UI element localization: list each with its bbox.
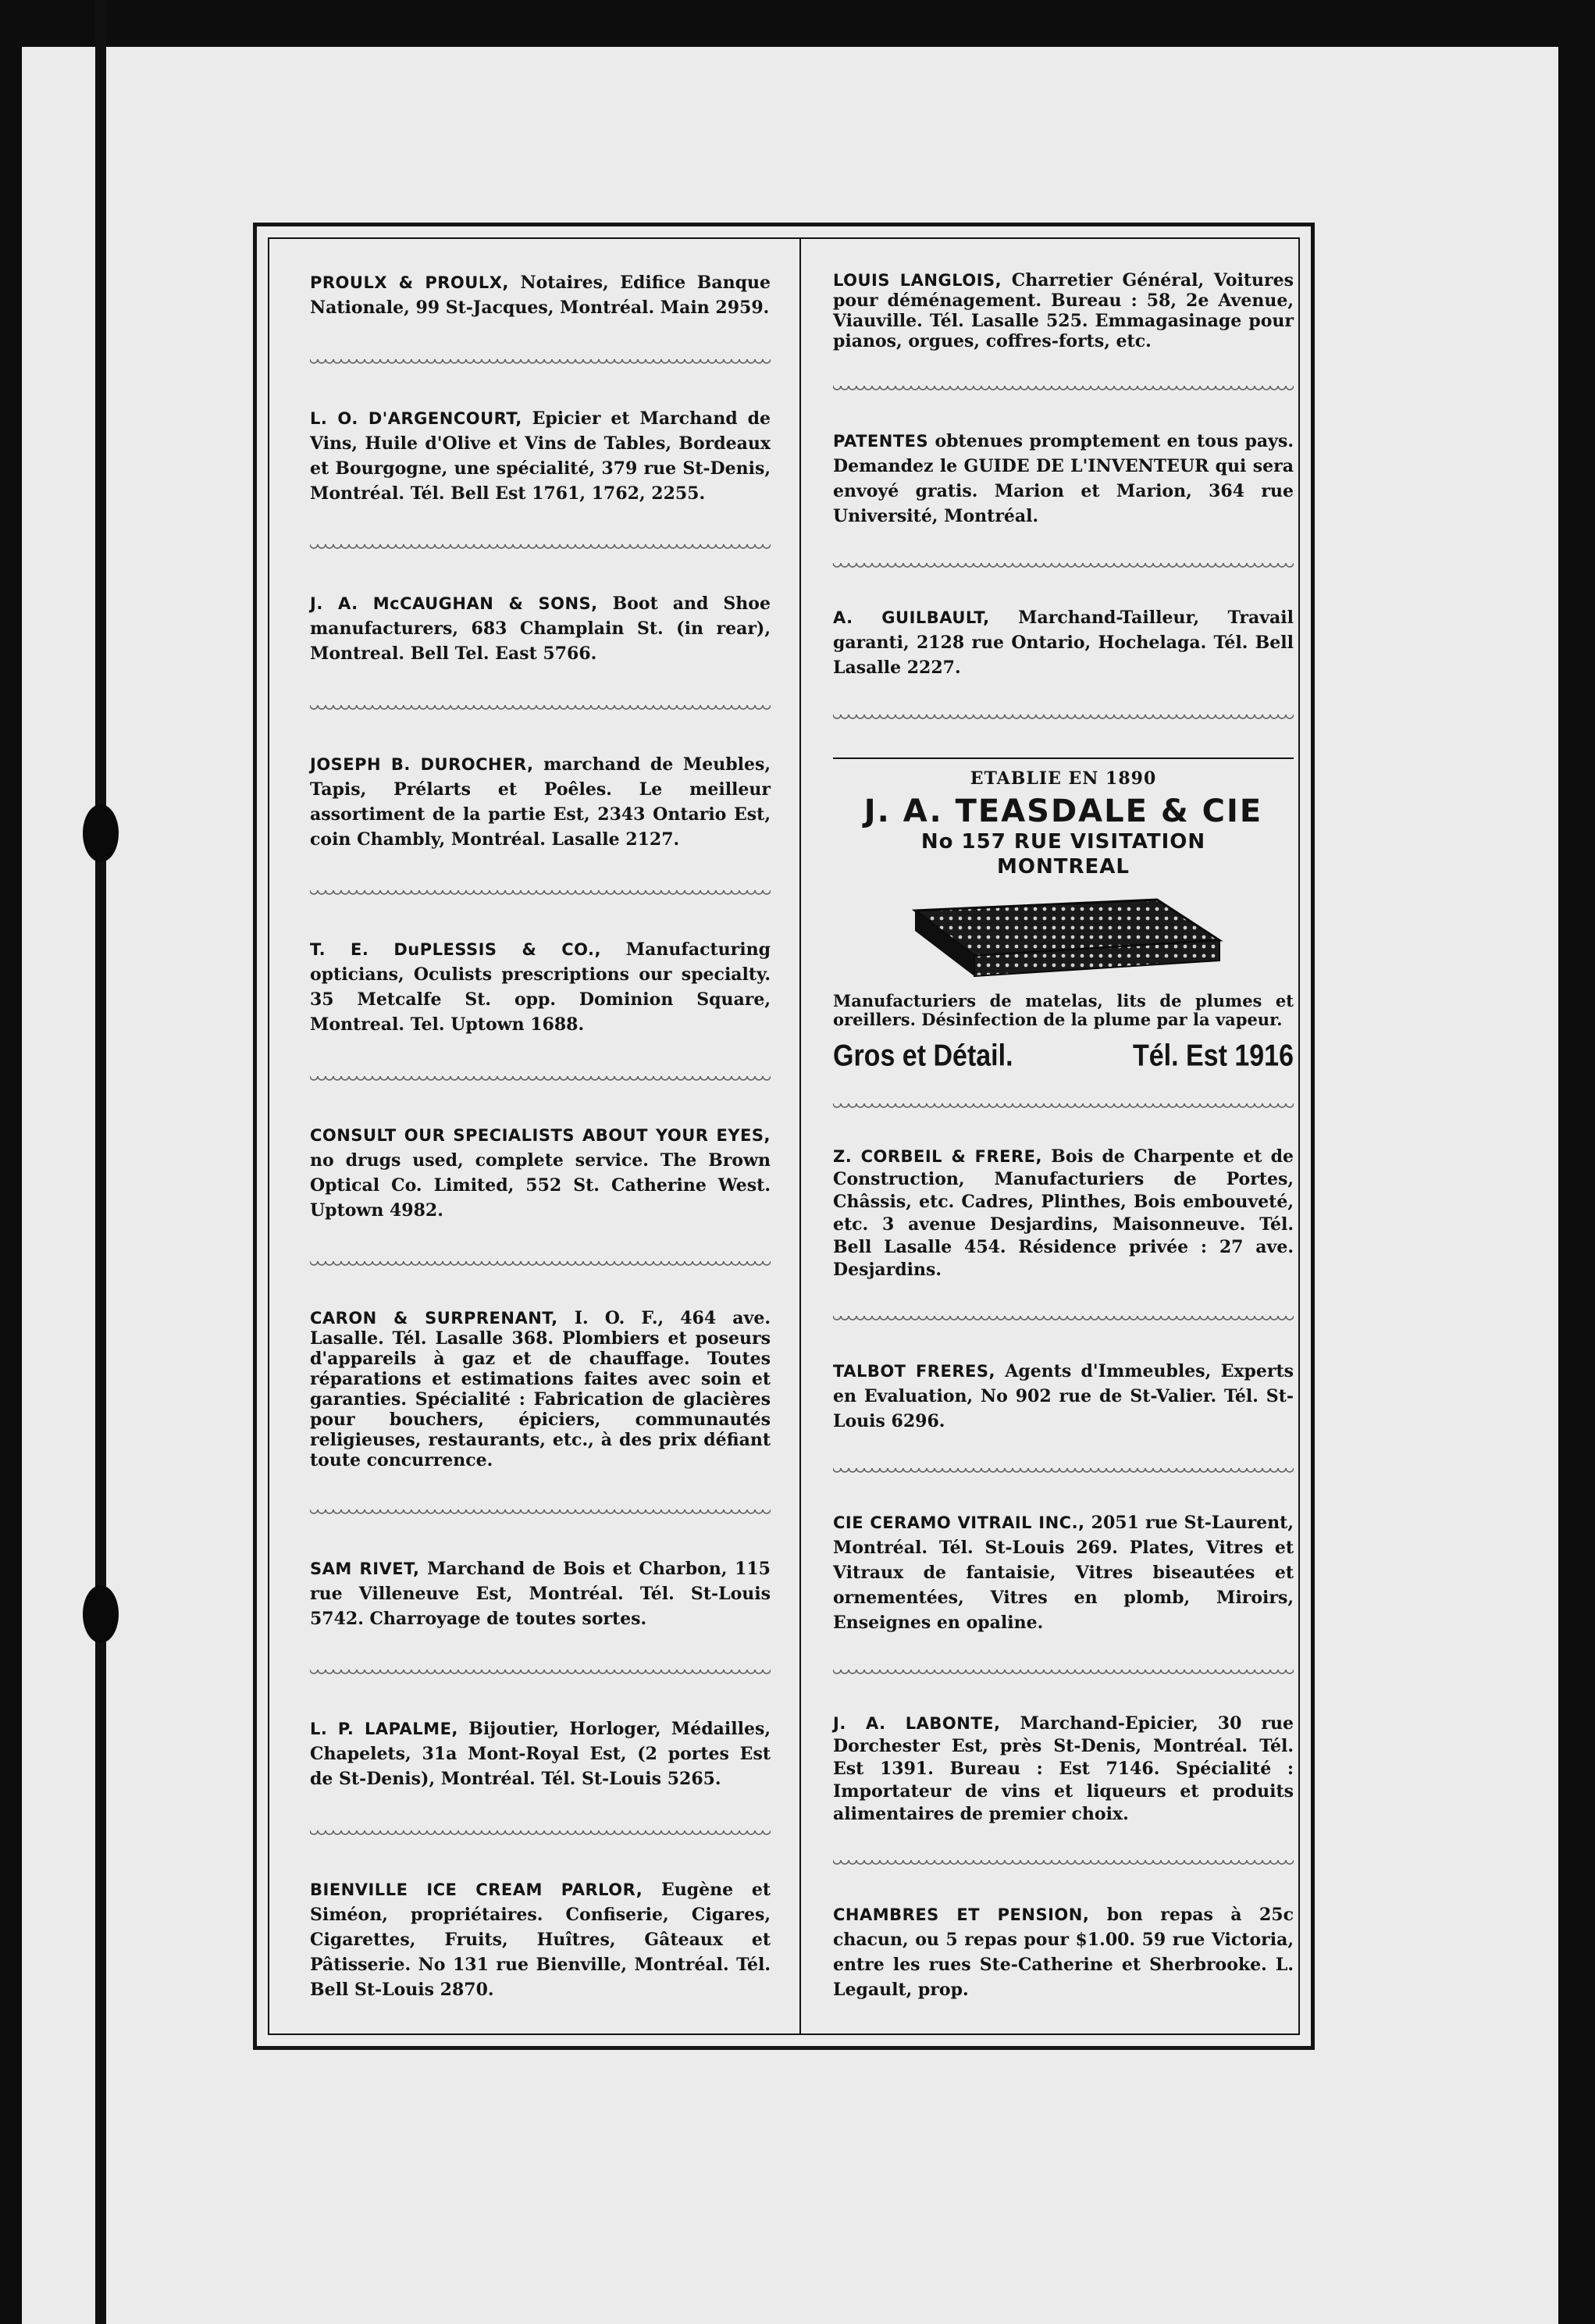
ad-chambres-pension: CHAMBRES ET PENSION, bon repas à 25c chacun, ou 5 repas pour $1.00. 59 rue Victoria, entre les rues Ste-Catherine et Sherbrooke. L. Legault, prop. xyxy=(833,1905,1294,2000)
binding-ring-top xyxy=(83,804,119,862)
wave-divider xyxy=(310,890,771,898)
ad-labonte: J. A. LABONTE, Marchand-Epicier, 30 rue Dorchester Est, près St-Denis, Montréal. Tél. Est 1391. Bureau : Est 7146. Spécialité : Importateur de vins et liqueurs et produits alimentaires de premier choix. xyxy=(833,1713,1294,1824)
wave-divider xyxy=(310,1261,771,1269)
ad-duplessis: T. E. DuPLESSIS & CO., Manufacturing opticians, Oculists prescriptions our specialty. 35 Metcalfe St. opp. Dominion Square, Montreal. Tel. Uptown 1688. xyxy=(310,939,771,1035)
wave-divider xyxy=(833,563,1294,571)
wave-divider xyxy=(833,1468,1294,1476)
wave-divider xyxy=(310,1510,771,1517)
wave-divider xyxy=(833,1670,1294,1677)
ad-brown-optical: CONSULT OUR SPECIALISTS ABOUT YOUR EYES, no drugs used, complete service. The Brown Optical Co. Limited, 552 St. Catherine West. Uptown 4982. xyxy=(310,1125,771,1221)
wave-divider xyxy=(833,386,1294,394)
ad-caron-surprenant: CARON & SURPRENANT, I. O. F., 464 ave. Lasalle. Tél. Lasalle 368. Plombiers et poseurs d'appareils à gaz et de chauffage. Toutes réparations et estimations faites avec soin et garanties. Spécialité : Fabrication de glacières pour bouchers, épiciers, communautés religieuses, restaurants, etc., à des prix défiant toute concurrence. xyxy=(310,1308,771,1471)
ad-durocher: JOSEPH B. DUROCHER, marchand de Meubles, Tapis, Prélarts et Poêles. Le meilleur assortiment de la partie Est, 2343 Ontario Est, coin Chambly, Montréal. Lasalle 2127. xyxy=(310,754,771,850)
wave-divider xyxy=(310,359,771,367)
ad-guilbault: A. GUILBAULT, Marchand-Tailleur, Travail garanti, 2128 rue Ontario, Hochelaga. Tél. Bell Lasalle 2227. xyxy=(833,608,1294,678)
wave-divider xyxy=(833,1860,1294,1868)
wave-divider xyxy=(833,1103,1294,1111)
ad-lapalme: L. P. LAPALME, Bijoutier, Horloger, Médailles, Chapelets, 31a Mont-Royal Est, (2 portes Est de St-Denis), Montréal. Tél. St-Louis 5265. xyxy=(310,1719,771,1790)
firm-street: No 157 RUE VISITATION xyxy=(920,829,1206,854)
teasdale-footer xyxy=(833,1039,1294,1074)
advertisement-frame-inner xyxy=(268,237,1300,2035)
established-line: ETABLIE EN 1890 xyxy=(970,768,1157,789)
ad-sam-rivet: SAM RIVET, Marchand de Bois et Charbon, 115 rue Villeneuve Est, Montréal. Tél. St-Louis 5742. Charroyage de toutes sortes. xyxy=(310,1558,771,1629)
wave-divider xyxy=(833,715,1294,722)
ad-proulx: PROULX & PROULX, Notaires, Edifice Banque Nationale, 99 St-Jacques, Montréal. Main 2959. xyxy=(310,273,771,318)
binding-spine xyxy=(95,0,106,2324)
ad-ceramo-vitrail: CIE CERAMO VITRAIL INC., 2051 rue St-Laurent, Montréal. Tél. St-Louis 269. Plates, Vitres et Vitraux de fantaisie, Vitres biseautées et ornementées, Vitres en plomb, Miroirs, Enseignes en opaline. xyxy=(833,1513,1294,1633)
wave-divider xyxy=(310,1830,771,1838)
teasdale-description: Manufacturiers de matelas, lits de plumes et oreillers. Désinfection de la plume par la vapeur. xyxy=(833,990,1294,1029)
wave-divider xyxy=(310,1670,771,1677)
wave-divider xyxy=(833,1316,1294,1324)
left-column xyxy=(310,270,771,2002)
wave-divider xyxy=(310,544,771,552)
ad-bienville: BIENVILLE ICE CREAM PARLOR, Eugène et Siméon, propriétaires. Confiserie, Cigares, Cigarettes, Fruits, Huîtres, Gâteaux et Pâtisserie. No 131 rue Bienville, Montréal. Tél. Bell St-Louis 2870. xyxy=(310,1879,771,2000)
ad-langlois: LOUIS LANGLOIS, Charretier Général, Voitures pour déménagement. Bureau : 58, 2e Avenue, Viauville. Tél. Lasalle 525. Emmagasinage pour pianos, orgues, coffres-forts, etc. xyxy=(833,270,1294,351)
firm-name: J. A. TEASDALE & CIE xyxy=(863,793,1263,829)
right-column xyxy=(833,270,1294,2002)
advertisement-frame xyxy=(253,223,1315,2050)
wave-divider xyxy=(310,705,771,713)
ad-corbeil: Z. CORBEIL & FRERE, Bois de Charpente et de Construction, Manufacturiers de Portes, Châssis, etc. Cadres, Plinthes, Bois embouveté, etc. 3 avenue Desjardins, Maisonneuve. Tél. Bell Lasalle 454. Résidence privée : 27 ave. Desjardins. xyxy=(833,1146,1294,1280)
column-divider xyxy=(799,239,801,2034)
ad-dargencourt: L. O. D'ARGENCOURT, Epicier et Marchand de Vins, Huile d'Olive et Vins de Tables, Bordeaux et Bourgogne, une spécialité, 379 rue St-Denis, Montréal. Tél. Bell Est 1761, 1762, 2255. xyxy=(310,408,771,504)
wholesale-retail-label: Gros et Détail. xyxy=(833,1038,1013,1073)
ad-patentes: PATENTES obtenues promptement en tous pays. Demandez le GUIDE DE L'INVENTEUR qui sera envoyé gratis. Marion et Marion, 364 rue Université, Montréal. xyxy=(833,430,1294,526)
firm-city: MONTREAL xyxy=(997,854,1130,879)
ad-talbot: TALBOT FRERES, Agents d'Immeubles, Experts en Evaluation, No 902 rue de St-Valier. Tél. St-Louis 6296. xyxy=(833,1360,1294,1431)
teasdale-phone: Tél. Est 1916 xyxy=(1132,1038,1294,1073)
mattress-illustration xyxy=(899,895,1227,981)
teasdale-display-ad xyxy=(833,757,1294,1073)
binding-ring-bottom xyxy=(83,1585,119,1643)
ad-mccaughan: J. A. McCAUGHAN & SONS, Boot and Shoe manufacturers, 683 Champlain St. (in rear), Montreal. Bell Tel. East 5766. xyxy=(310,593,771,665)
wave-divider xyxy=(310,1076,771,1084)
